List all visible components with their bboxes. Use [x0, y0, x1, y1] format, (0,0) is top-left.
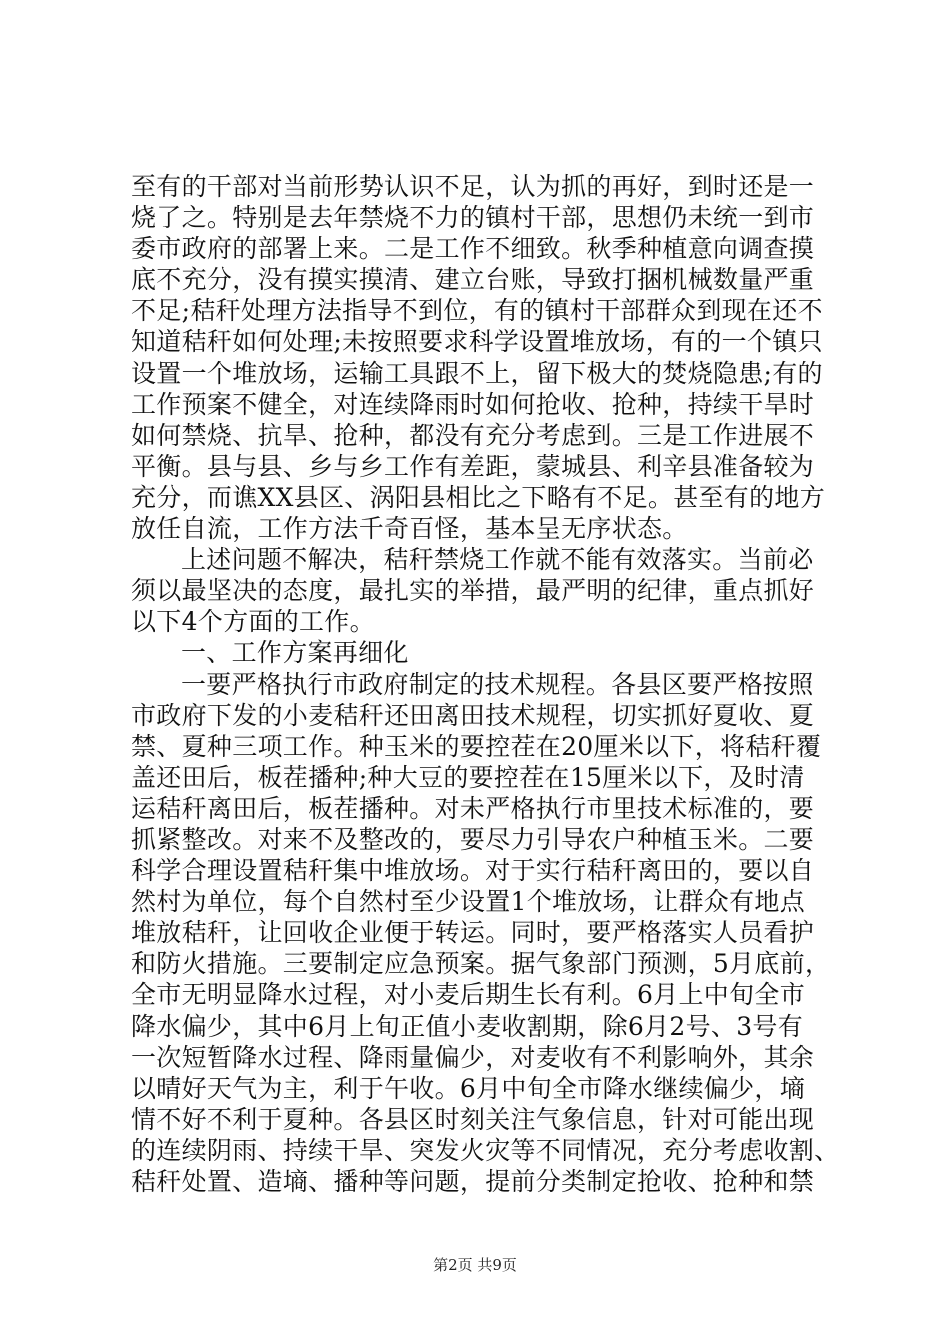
- text-line: 秸秆处置、造墒、播种等问题，提前分类制定抢收、抢种和禁: [131, 1167, 815, 1196]
- text-line: 的连续阴雨、持续干旱、突发火灾等不同情况，充分考虑收割、: [131, 1135, 840, 1165]
- text-line: 降水偏少，其中6月上旬正值小麦收割期，除6月2号、3号有: [131, 1011, 804, 1041]
- text-line: 不足;秸秆处理方法指导不到位，有的镇村干部群众到现在还不: [131, 296, 823, 326]
- paragraph-start-line: 上述问题不解决，秸秆禁烧工作就不能有效落实。当前必: [181, 545, 814, 575]
- text-line: 禁、夏种三项工作。种玉米的要控茬在20厘米以下，将秸秆覆: [131, 731, 822, 761]
- text-line: 如何禁烧、抗旱、抢种，都没有充分考虑到。三是工作进展不: [131, 420, 815, 450]
- text-line: 然村为单位，每个自然村至少设置1个堆放场，让群众有地点: [131, 887, 806, 917]
- paragraph-start-line: 一要严格执行市政府制定的技术规程。各县区要严格按照: [181, 669, 814, 699]
- text-line: 平衡。县与县、乡与乡工作有差距，蒙城县、利辛县准备较为: [131, 451, 815, 481]
- text-line: 放任自流，工作方法千奇百怪，基本呈无序状态。: [131, 514, 688, 544]
- document-body: [131, 171, 840, 1197]
- text-line: 全市无明显降水过程，对小麦后期生长有利。6月上中旬全市: [131, 980, 806, 1010]
- page-number-footer: 第2页 共9页: [433, 1256, 517, 1274]
- text-line: 运秸秆离田后，板茬播种。对未严格执行市里技术标准的，要: [131, 793, 815, 823]
- text-line: 知道秸秆如何处理;未按照要求科学设置堆放场，有的一个镇只: [131, 327, 823, 357]
- text-line: 以晴好天气为主，利于午收。6月中旬全市降水继续偏少，墒: [131, 1073, 806, 1103]
- text-line: 设置一个堆放场，运输工具跟不上，留下极大的焚烧隐患;有的: [131, 358, 823, 388]
- text-line: 充分，而谯XX县区、涡阳县相比之下略有不足。甚至有的地方: [131, 482, 825, 512]
- text-line: 科学合理设置秸秆集中堆放场。对于实行秸秆离田的，要以自: [131, 856, 815, 886]
- text-line: 底不充分，没有摸实摸清、建立台账，导致打捆机械数量严重: [131, 265, 815, 295]
- text-line: 和防火措施。三要制定应急预案。据气象部门预测，5月底前，: [131, 949, 831, 979]
- text-line: 情不好不利于夏种。各县区时刻关注气象信息，针对可能出现: [131, 1104, 815, 1134]
- text-line: 一次短暂降水过程、降雨量偏少，对麦收有不利影响外，其余: [131, 1042, 815, 1072]
- text-line: 烧了之。特别是去年禁烧不力的镇村干部，思想仍未统一到市: [131, 203, 815, 233]
- section-heading: 一、工作方案再细化: [181, 638, 409, 668]
- text-line: 须以最坚决的态度，最扎实的举措，最严明的纪律，重点抓好: [131, 576, 815, 606]
- text-line: 抓紧整改。对来不及整改的，要尽力引导农户种植玉米。二要: [131, 824, 815, 854]
- text-line: 堆放秸秆，让回收企业便于转运。同时，要严格落实人员看护: [131, 918, 815, 948]
- text-line: 盖还田后，板茬播种;种大豆的要控茬在15厘米以下，及时清: [131, 762, 805, 792]
- text-line: 委市政府的部署上来。二是工作不细致。秋季种植意向调查摸: [131, 234, 815, 264]
- text-line: 市政府下发的小麦秸秆还田离田技术规程，切实抓好夏收、夏: [131, 700, 815, 730]
- text-line: 以下4个方面的工作。: [131, 607, 375, 637]
- text-line: 工作预案不健全，对连续降雨时如何抢收、抢种，持续干旱时: [131, 389, 815, 419]
- text-line: 至有的干部对当前形势认识不足，认为抓的再好，到时还是一: [131, 172, 815, 201]
